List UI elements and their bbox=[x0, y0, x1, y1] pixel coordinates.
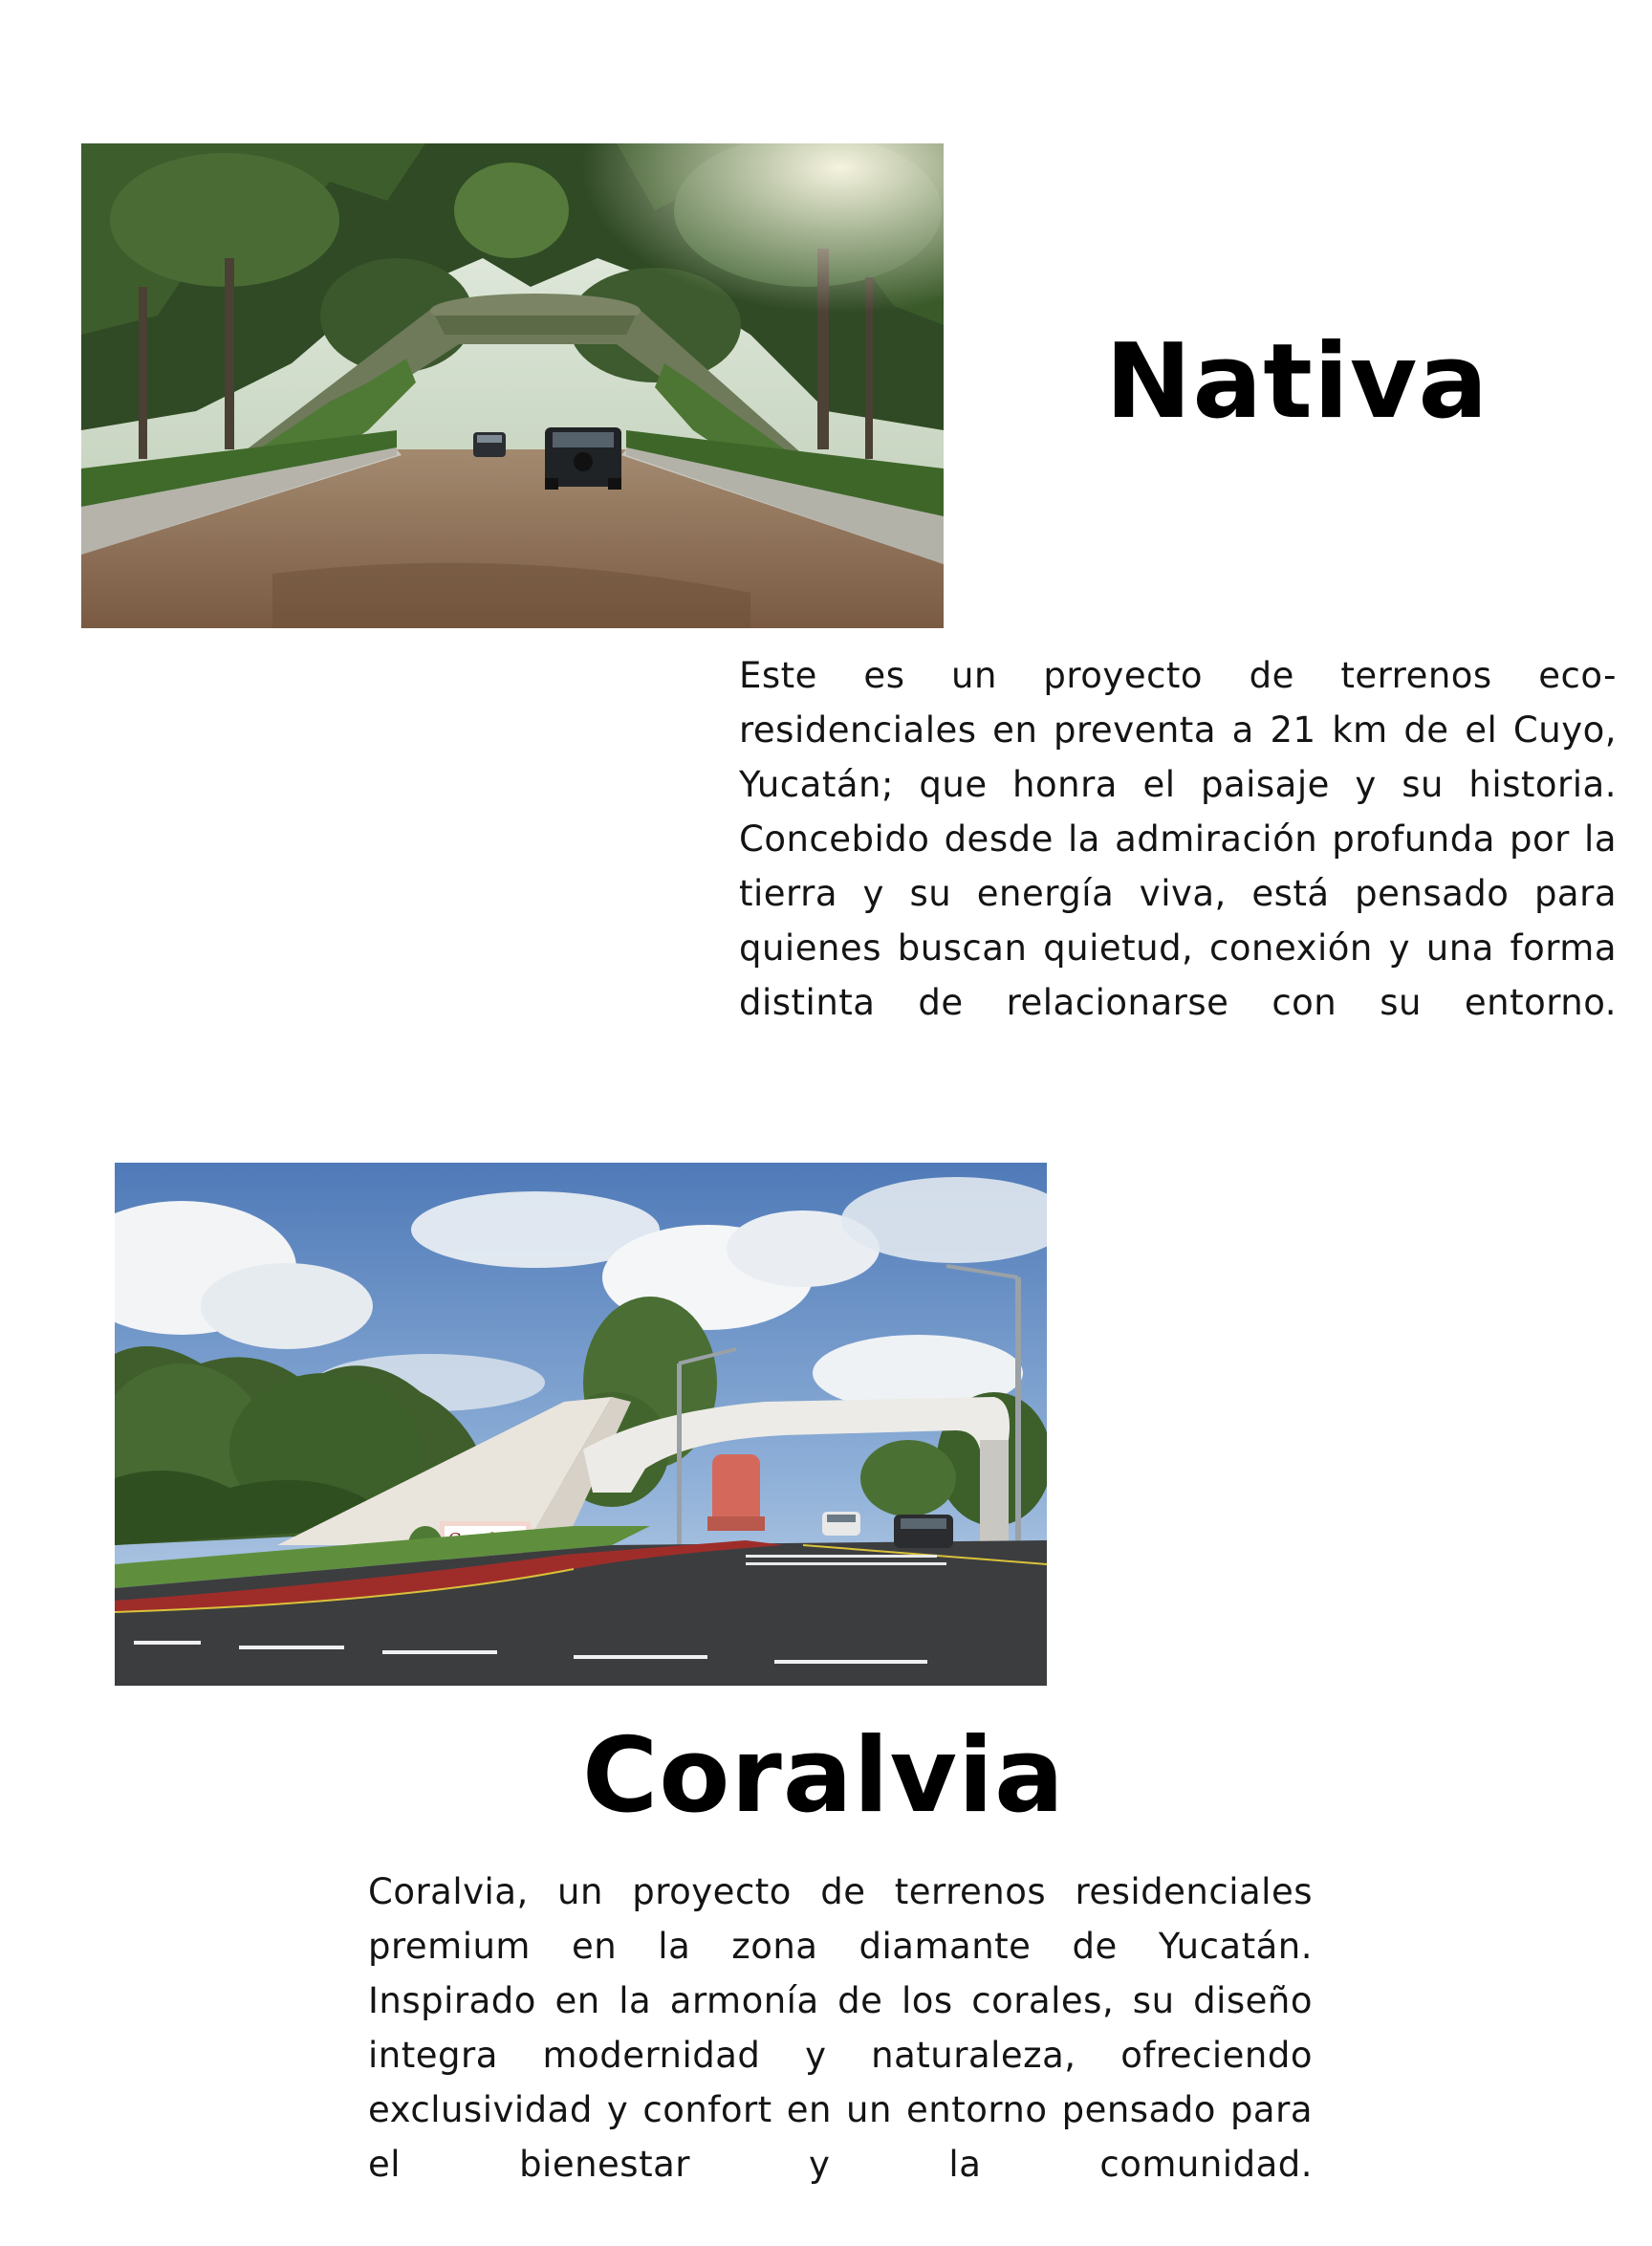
nativa-photo bbox=[81, 143, 944, 628]
nativa-description: Este es un proyecto de terrenos eco-residenciales en preventa a 21 km de el Cuyo, Yucatán; que honra el paisaje y su historia. Concebido desde la admiración profunda por la tierra y su energía viva, está pensado para quienes buscan quietud, conexión y una forma distinta de relacionarse con su entorno. bbox=[739, 655, 1617, 1023]
coralvia-entrance-render bbox=[115, 1163, 1047, 1686]
coralvia-photo bbox=[115, 1163, 1047, 1686]
coralvia-title: Coralvia bbox=[582, 1716, 1065, 1836]
nativa-entrance-render bbox=[81, 143, 944, 628]
nativa-title: Nativa bbox=[1105, 322, 1489, 442]
coralvia-description: Coralvia, un proyecto de terrenos residenciales premium en la zona diamante de Yucatán. Inspirado en la armonía de los corales, su diseño integra modernidad y naturaleza, ofreciendo exclusividad y confort en un entorno pensado para el bienestar y la comunidad. bbox=[368, 1871, 1313, 2185]
